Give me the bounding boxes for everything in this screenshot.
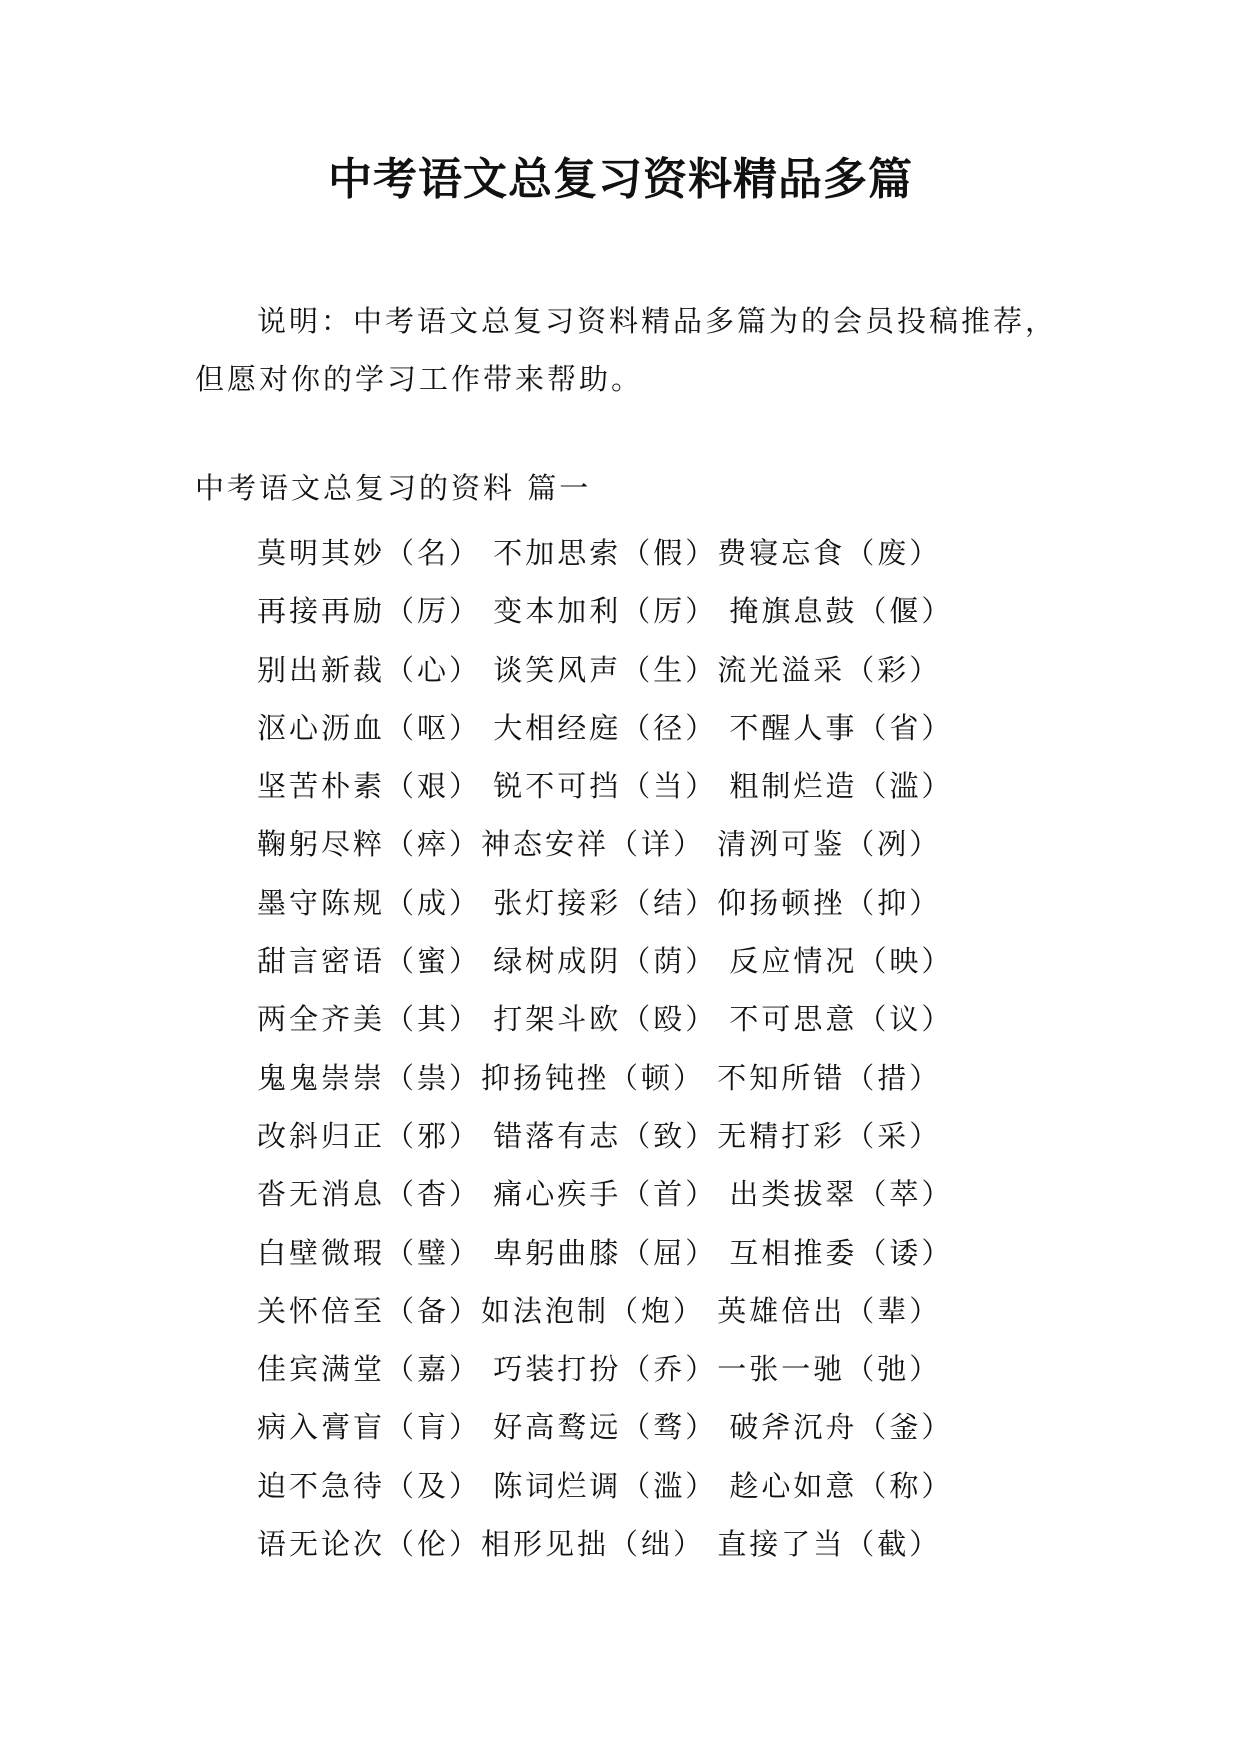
idiom-row bbox=[257, 1107, 1017, 1165]
idiom-row bbox=[257, 1457, 1017, 1515]
idiom-row bbox=[257, 641, 1017, 699]
idiom-row bbox=[257, 990, 1017, 1048]
idiom-row-text: 白壁微瑕（璧） 卑躬曲膝（屈） 互相推委（诿） bbox=[257, 1235, 954, 1270]
idiom-row-text: 鞠躬尽粹（瘁）神态安祥（详） 清洌可鉴（冽） bbox=[257, 827, 942, 862]
idiom-row-text: 沤心沥血（呕） 大相经庭（径） 不醒人事（省） bbox=[257, 710, 954, 745]
idiom-row bbox=[257, 582, 1017, 640]
idiom-row-text: 语无论次（伦）相形见拙（绌） 直接了当（截） bbox=[257, 1527, 942, 1562]
idiom-row bbox=[257, 699, 1017, 757]
idiom-row bbox=[257, 1165, 1017, 1223]
idiom-row-text: 改斜归正（邪） 错落有志（致）无精打彩（采） bbox=[257, 1118, 942, 1153]
idiom-row-text: 坚苦朴素（艰） 锐不可挡（当） 粗制烂造（滥） bbox=[257, 769, 954, 804]
idiom-row bbox=[257, 1224, 1017, 1282]
idiom-row-text: 两全齐美（其） 打架斗欧（殴） 不可思意（议） bbox=[257, 1002, 954, 1037]
idiom-row bbox=[257, 874, 1017, 932]
idiom-row bbox=[257, 1515, 1017, 1573]
document-title: 中考语文总复习资料精品多篇 bbox=[328, 154, 913, 205]
idiom-row-text: 鬼鬼崇崇（祟）抑扬钝挫（顿） 不知所错（措） bbox=[257, 1060, 942, 1095]
intro-line-1: 说明：中考语文总复习资料精品多篇为的会员投稿推荐， bbox=[257, 304, 1058, 338]
idiom-list bbox=[257, 524, 1017, 1573]
idiom-row bbox=[257, 1340, 1017, 1398]
idiom-row-text: 墨守陈规（成） 张灯接彩（结）仰扬顿挫（抑） bbox=[257, 885, 942, 920]
idiom-row-text: 迫不急待（及） 陈词烂调（滥） 趁心如意（称） bbox=[257, 1468, 954, 1503]
idiom-row-text: 关怀倍至（备）如法泡制（炮） 英雄倍出（辈） bbox=[257, 1293, 942, 1328]
idiom-row bbox=[257, 757, 1017, 815]
intro-line-2: 但愿对你的学习工作带来帮助。 bbox=[195, 362, 644, 396]
idiom-row-text: 别出新裁（心） 谈笑风声（生）流光溢采（彩） bbox=[257, 652, 942, 687]
intro-paragraph bbox=[195, 292, 1075, 408]
idiom-row-text: 莫明其妙（名） 不加思索（假）费寝忘食（废） bbox=[257, 536, 942, 570]
idiom-row-text: 病入膏盲（肓） 好高鹜远（骛） 破斧沉舟（釜） bbox=[257, 1410, 954, 1445]
idiom-row bbox=[257, 932, 1017, 990]
idiom-row bbox=[257, 1049, 1017, 1107]
idiom-row-text: 甜言密语（蜜） 绿树成阴（荫） 反应情况（映） bbox=[257, 944, 954, 979]
idiom-row-text: 沓无消息（杳） 痛心疾手（首） 出类拔翠（萃） bbox=[257, 1177, 954, 1212]
idiom-row bbox=[257, 1398, 1017, 1456]
idiom-row bbox=[257, 524, 1017, 582]
section-heading: 中考语文总复习的资料 篇一 bbox=[195, 471, 592, 505]
idiom-row bbox=[257, 1282, 1017, 1340]
idiom-row-text: 佳宾满堂（嘉） 巧装打扮（乔）一张一驰（弛） bbox=[257, 1352, 942, 1387]
idiom-row bbox=[257, 815, 1017, 873]
idiom-row-text: 再接再励（厉） 变本加利（厉） 掩旗息鼓（偃） bbox=[257, 594, 954, 629]
